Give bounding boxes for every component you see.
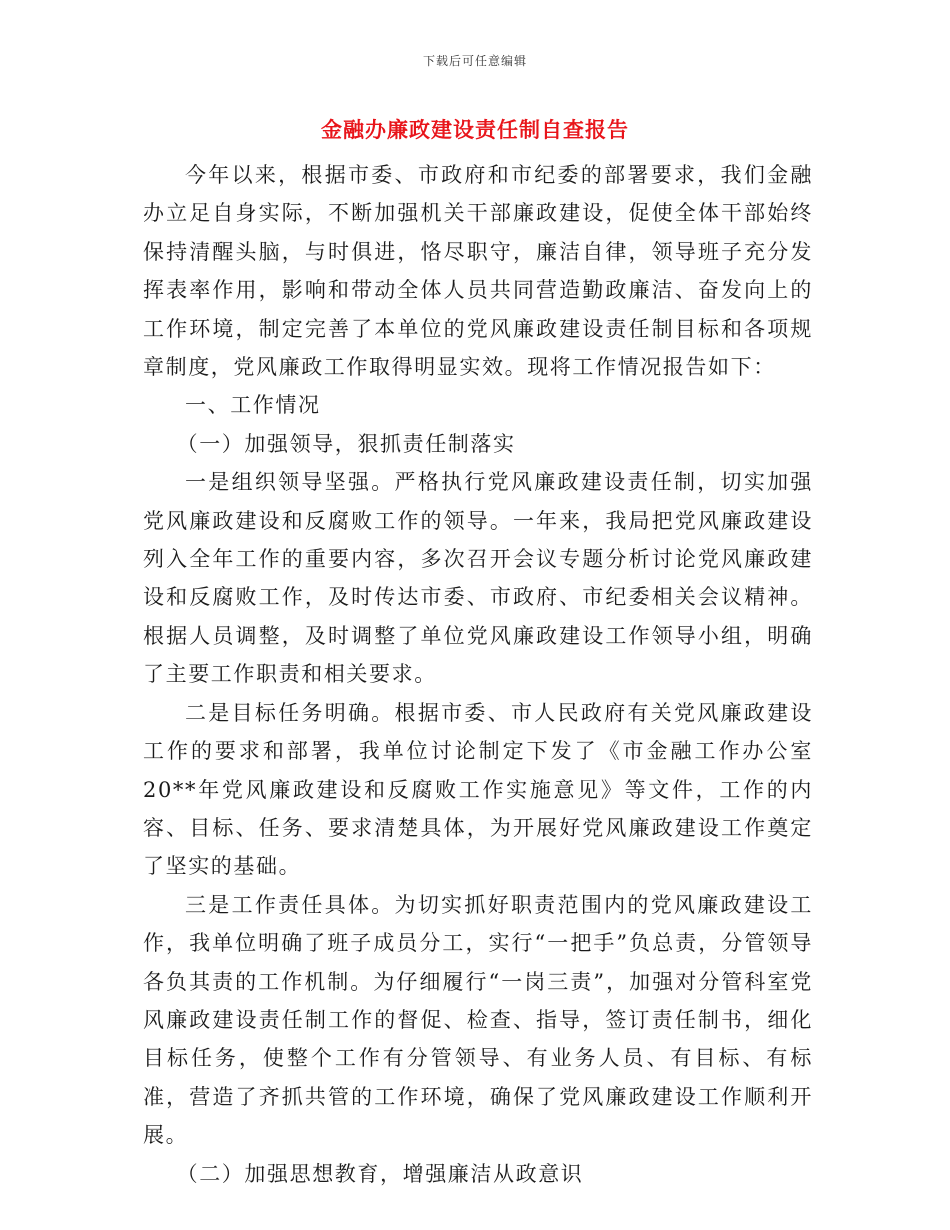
body-paragraph: 二是目标任务明确。根据市委、市人民政府有关党风廉政建设工作的要求和部署，我单位讨论制定下发了《市金融工作办公室20**年党风廉政建设和反腐败工作实施意见》等文件，工作的内容、目标、任务、要求清楚具体，为开展好党风廉政建设工作奠定了坚实的基础。 xyxy=(143,700,813,879)
intro-paragraph: 今年以来，根据市委、市政府和市纪委的部署要求，我们金融办立足自身实际，不断加强机关干部廉政建设，促使全体干部始终保持清醒头脑，与时俱进，恪尽职守，廉洁自律，领导班子充分发挥表率作用，影响和带动全体人员共同营造勤政廉洁、奋发向上的工作环境，制定完善了本单位的党风廉政建设责任制目标和各项规章制度，党风廉政工作取得明显实效。现将工作情况报告如下： xyxy=(143,163,813,380)
document-title: 金融办廉政建设责任制自查报告 xyxy=(321,118,629,142)
body-paragraph: 三是工作责任具体。为切实抓好职责范围内的党风廉政建设工作，我单位明确了班子成员分工，实行“一把手”负总责，分管领导各负其责的工作机制。为仔细履行“一岗三责”，加强对分管科室党风廉政建设责任制工作的督促、检查、指导，签订责任制书，细化目标任务，使整个工作有分管领导、有业务人员、有目标、有标准，营造了齐抓共管的工作环境，确保了党风廉政建设工作顺利开展。 xyxy=(143,892,813,1148)
section-heading: 一、工作情况 xyxy=(185,393,321,418)
subsection-heading: （一）加强领导，狠抓责任制落实 xyxy=(176,431,516,456)
header-note: 下载后可任意编辑 xyxy=(422,54,527,68)
document-body xyxy=(143,156,813,1193)
body-paragraph: 一是组织领导坚强。严格执行党风廉政建设责任制，切实加强党风廉政建设和反腐败工作的领导。一年来，我局把党风廉政建设列入全年工作的重要内容，多次召开会议专题分析讨论党风廉政建设和反腐败工作，及时传达市委、市政府、市纪委相关会议精神。根据人员调整，及时调整了单位党风廉政建设工作领导小组，明确了主要工作职责和相关要求。 xyxy=(143,470,813,687)
subsection-heading: （二）加强思想教育，增强廉洁从政意识 xyxy=(176,1161,584,1186)
